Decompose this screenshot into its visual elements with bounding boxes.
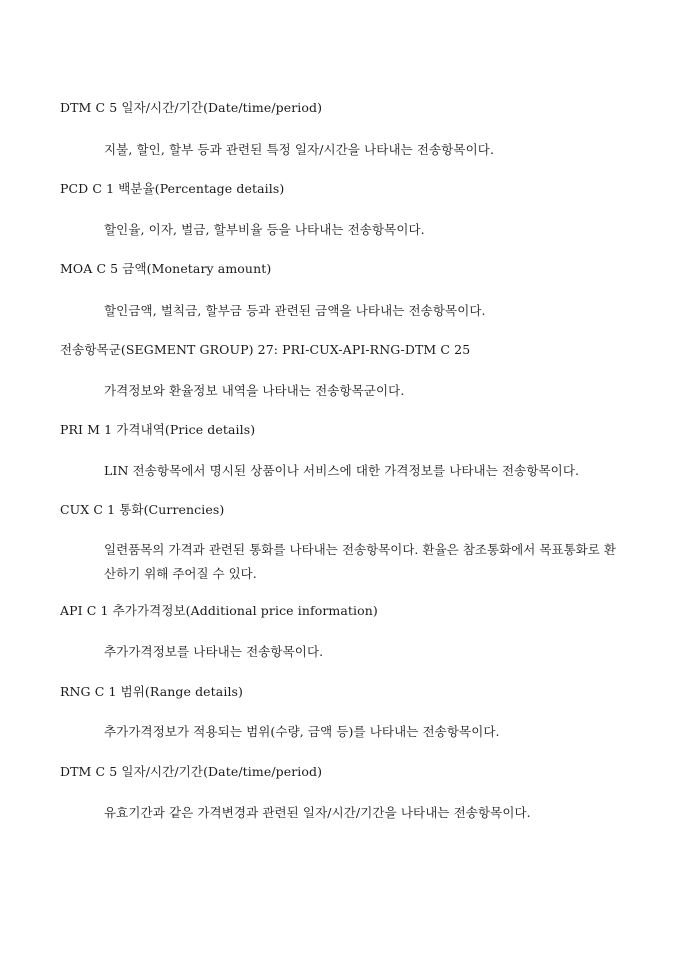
segment-description: 유효기간과 같은 가격변경과 관련된 일자/시간/기간을 나타내는 전송항목이다. (104, 805, 531, 820)
segment-description: 할인금액, 벌칙금, 할부금 등과 관련된 금액을 나타내는 전송항목이다. (104, 303, 486, 318)
segment-group-heading: 전송항목군(SEGMENT GROUP) 27: PRI-CUX-API-RNG-DTM C 25 (60, 342, 471, 357)
segment-heading: MOA C 5 금액(Monetary amount) (60, 261, 272, 276)
segment-description: 가격정보와 환율정보 내역을 나타내는 전송항목군이다. (104, 383, 405, 398)
segment-heading: CUX C 1 통화(Currencies) (60, 502, 225, 517)
segment-description: 추가가격정보가 적용되는 범위(수량, 금액 등)를 나타내는 전송항목이다. (104, 724, 500, 739)
segment-description: 지불, 할인, 할부 등과 관련된 특정 일자/시간을 나타내는 전송항목이다. (104, 142, 495, 157)
segment-description: 일련품목의 가격과 관련된 통화를 나타내는 전송항목이다. 환율은 참조통화에서 목표통화로 환산하기 위해 주어질 수 있다. (104, 542, 616, 581)
segment-heading: PRI M 1 가격내역(Price details) (60, 422, 256, 437)
segment-heading: API C 1 추가가격정보(Additional price information) (60, 603, 378, 618)
segment-description: LIN 전송항목에서 명시된 상품이나 서비스에 대한 가격정보를 나타내는 전송항목이다. (104, 463, 580, 478)
segment-heading: RNG C 1 범위(Range details) (60, 684, 244, 699)
segment-heading: PCD C 1 백분율(Percentage details) (60, 181, 285, 196)
segment-description: 추가가격정보를 나타내는 전송항목이다. (104, 644, 324, 659)
segment-description: 할인율, 이자, 벌금, 할부비율 등을 나타내는 전송항목이다. (104, 222, 425, 237)
segment-heading: DTM C 5 일자/시간/기간(Date/time/period) (60, 100, 323, 115)
segment-heading: DTM C 5 일자/시간/기간(Date/time/period) (60, 764, 323, 779)
